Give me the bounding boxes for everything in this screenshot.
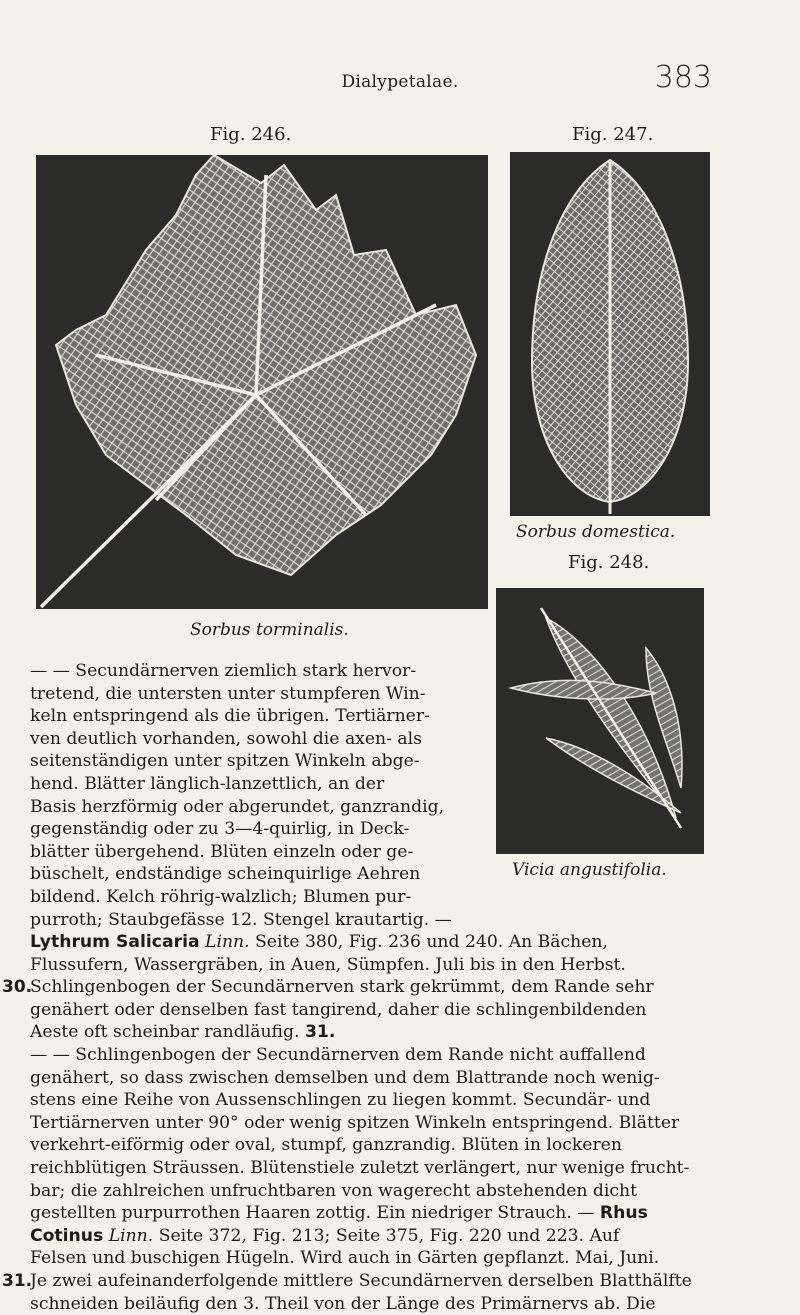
text-line: ven deutlich vorhanden, sowohl die axen- als (30, 728, 482, 751)
genus-name: Rhus (600, 1202, 648, 1225)
text-line: bar; die zahlreichen unfruchtbaren von wagerecht abstehenden dicht (30, 1180, 766, 1203)
fig-246-caption: Sorbus torminalis. (190, 620, 349, 640)
section-marker: 30. (2, 976, 32, 999)
cotinus-line (30, 1225, 766, 1248)
text-line: bildend. Kelch röhrig-walzlich; Blumen pur- (30, 886, 482, 909)
text-line: Basis herzförmig oder abgerundet, ganzrandig, (30, 796, 482, 819)
body-text-narrow (30, 660, 770, 931)
text-line: Tertiärnerven unter 90° oder wenig spitzen Winkeln entspringend. Blätter (30, 1112, 766, 1135)
fig-248-caption: Vicia angustifolia. (512, 860, 667, 880)
text-line: verkehrt-eiförmig oder oval, stumpf, ganzrandig. Blüten in lockeren (30, 1134, 766, 1157)
fig-247-caption: Sorbus domestica. (516, 522, 675, 542)
text-fragment: gestellten purpurrothen Haaren zottig. Ein niedriger Strauch. — (30, 1202, 594, 1225)
text-line: Je zwei aufeinanderfolgende mittlere Secundärnerven derselben Blatthälfte (30, 1270, 766, 1293)
text-line (30, 1202, 766, 1225)
section-ref: 31. (305, 1021, 335, 1044)
section-marker: 31. (2, 1270, 32, 1293)
lythrum-line (30, 931, 766, 954)
text-line: schneiden beiläufig den 3. Theil von der Länge des Primärnervs ab. Die (30, 1293, 766, 1315)
text-line: tretend, die untersten unter stumpferen Win- (30, 683, 482, 706)
paragraph-31 (30, 1270, 770, 1315)
fig-247-label: Fig. 247. (572, 124, 653, 145)
text-line: Flussufern, Wassergräben, in Auen, Sümpfen. Juli bis in den Herbst. (30, 954, 766, 977)
author-abbrev: Linn. (205, 931, 250, 954)
fig-246-image (36, 155, 488, 609)
text-line: Felsen und buschigen Hügeln. Wird auch in Gärten gepflanzt. Mai, Juni. (30, 1247, 766, 1270)
fig-246-label: Fig. 246. (210, 124, 291, 145)
text-line: stens eine Reihe von Aussenschlingen zu liegen kommt. Secundär- und (30, 1089, 766, 1112)
fig-247-image (510, 152, 710, 516)
text-fragment: Aeste oft scheinbar randläufig. (30, 1021, 300, 1044)
fig-248-label: Fig. 248. (568, 552, 649, 573)
text-line: hend. Blätter länglich-lanzettlich, an der (30, 773, 482, 796)
text-line: seitenständigen unter spitzen Winkeln abge- (30, 750, 482, 773)
species-name: Lythrum Salicaria (30, 931, 200, 954)
running-header: Dialypetalae. (0, 72, 800, 92)
text-line: blätter übergehend. Blüten einzeln oder ge- (30, 841, 482, 864)
text-line: — — Secundärnerven ziemlich stark hervor- (30, 660, 482, 683)
text-line: Schlingenbogen der Secundärnerven stark gekrümmt, dem Rande sehr (30, 976, 766, 999)
text-line (30, 1021, 766, 1044)
species-name: Cotinus (30, 1225, 103, 1248)
paragraph-30 (30, 976, 770, 1044)
text-line: genähert, so dass zwischen demselben und dem Blattrande noch wenig- (30, 1067, 766, 1090)
body-text-wide (30, 931, 770, 1315)
text-line: — — Schlingenbogen der Secundärnerven dem Rande nicht auffallend (30, 1044, 766, 1067)
text-line: purroth; Staubgefässe 12. Stengel krautartig. — (30, 909, 482, 932)
text-line: keln entspringend als die übrigen. Tertiärner- (30, 705, 482, 728)
text-line: genähert oder denselben fast tangirend, daher die schlingenbildenden (30, 999, 766, 1022)
text-line: gegenständig oder zu 3—4-quirlig, in Deck- (30, 818, 482, 841)
text-line: reichblütigen Sträussen. Blütenstiele zuletzt verlängert, nur wenige frucht- (30, 1157, 766, 1180)
text-fragment: Seite 380, Fig. 236 und 240. An Bächen, (255, 931, 608, 954)
author-abbrev: Linn. (109, 1225, 154, 1248)
page-number: 383 (655, 60, 712, 95)
text-line: büschelt, endständige scheinquirlige Aehren (30, 863, 482, 886)
text-fragment: Seite 372, Fig. 213; Seite 375, Fig. 220 und 223. Auf (159, 1225, 620, 1248)
